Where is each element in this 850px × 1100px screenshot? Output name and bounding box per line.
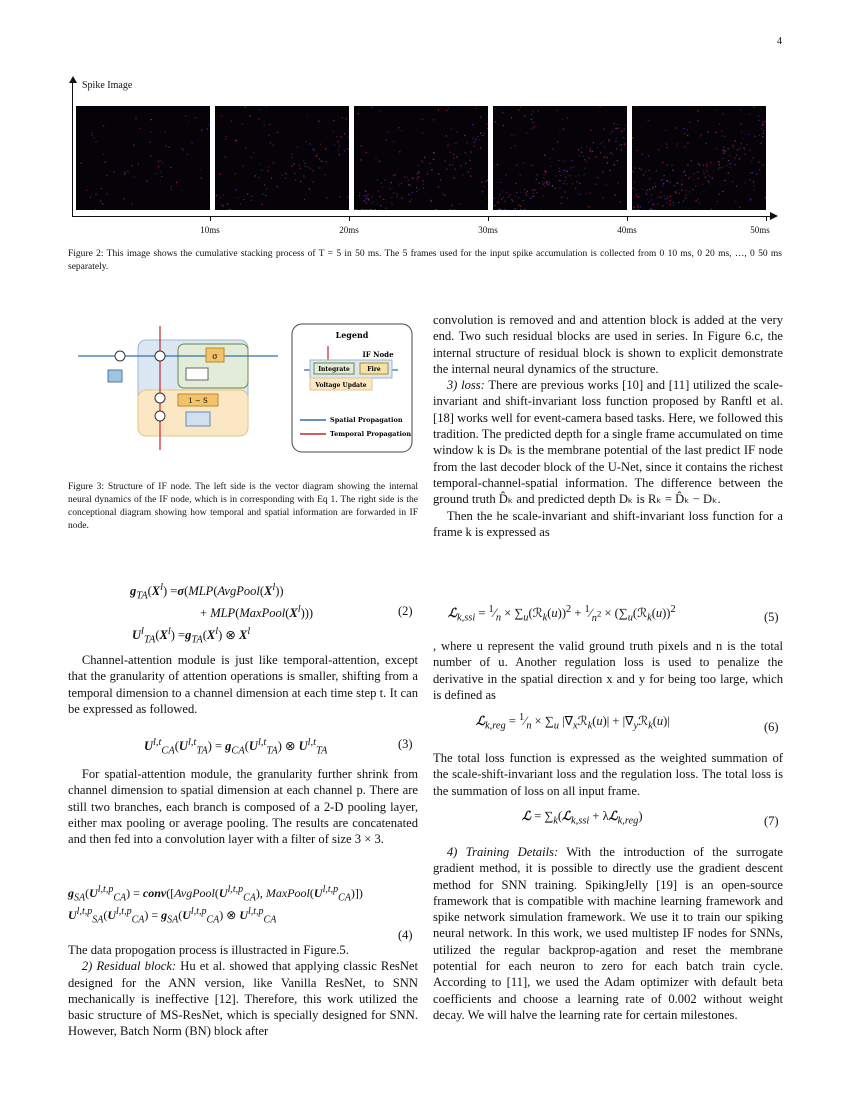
eq3-number: (3)	[398, 737, 413, 751]
eq4-line2: $U^{l,t,p}_{SA}(U^{l,t,p}_{CA}) = g_{SA}(U^{l,t,p}_{CA})$ ⊗ U$^{l,t,p}_{CA}$	[68, 906, 277, 926]
loss-heading: 3) loss:	[446, 378, 485, 393]
spike-frame-5-noise	[632, 106, 766, 210]
residual-body: Hu et al. showed that applying classic ResNet designed for the ANN version, like Vanilla ResNet, to SNN mechanically is ineffective [12]. Therefore, this work utilized the basic structure of MS-ResNet, which is specially designed for SNN. However, Batch Norm (BN) block after	[68, 959, 418, 1039]
right-column-top	[433, 312, 783, 540]
paragraph-channel-text: Channel-attention module is just like temporal-attention, except that the granularity of attention operations is smaller, shifting from a temporal dimension to a channel dimension at each time step t. It can be expressed as followed.	[68, 653, 418, 716]
spike-frame-4-noise	[493, 106, 627, 210]
eq4-number: (4)	[398, 928, 413, 942]
x-tick-label-3: 30ms	[478, 225, 498, 235]
if-node-label: IF Node	[362, 350, 394, 359]
paragraph-total-text: The total loss function is expressed as the weighted summation of the scale-shift-invariant loss and the regulation loss. The total loss is the summation of loss on all input frame.	[433, 751, 783, 798]
x-tick-1	[210, 216, 211, 221]
eq2-line3: $U^l_{TA}(X^l) =g_{TA}(X^l)$ ⊗ $X^l$	[132, 626, 251, 646]
voltage-update-label: Voltage Update	[315, 382, 367, 389]
x-tick-label-1: 10ms	[200, 225, 220, 235]
paragraph-spatial-attention	[68, 766, 418, 847]
spike-frame-1-noise	[76, 106, 210, 210]
spatial-propagation-label: Spatial Propagation	[330, 416, 403, 424]
figure-3-if-node	[78, 320, 418, 460]
spike-frame-4	[493, 106, 627, 210]
paragraph-convolution-text: convolution is removed and and attention block is added at the very end. Two such residual blocks are used in series. In Figure 6.c, the internal structure of residual block is shown to explicit demonstrate the internal neural dynamics of the structure.	[433, 313, 783, 376]
spike-frame-2	[215, 106, 349, 210]
eq7: ℒ = $\sum_k(ℒ_{k,ssi}$ + λℒ$_{k,reg}$)	[522, 809, 643, 827]
residual-heading: 2) Residual block:	[81, 959, 177, 974]
legend-title: Legend	[335, 330, 369, 340]
x-tick-5	[766, 216, 767, 221]
eq2-line2: + $MLP(MaxPool(X^l))$)	[200, 604, 314, 621]
paragraph-spatial-text: For spatial-attention module, the granularity further shrink from channel dimension to spatial dimension at each channel p. There are still two branches, each branch is composed of a 2-D pooling layer, either max pooling or average pooling. The results are concatenated and then fed into a convolution layer with a filter of size 3 × 3.	[68, 767, 418, 847]
x-tick-label-4: 40ms	[617, 225, 637, 235]
eq6-number: (6)	[764, 720, 779, 734]
paragraph-total	[433, 750, 783, 799]
paragraph-loss-text	[433, 377, 783, 507]
paragraph-training	[433, 844, 783, 1023]
loss-body: There are previous works [10] and [11] utilized the scale-invariant and shift-invariant loss function proposed by Ranftl et al. [18] works well for event-camera based tasks. Here, we followed this tradition. The predicted depth for a single frame accumulated on time window k is Dₖ is the membrane potential of the last predict IF node from the last decoder block of the U-Net, since it contains the richest temporal-channel-spatial information. The difference between the ground truth D̂ₖ and predicted depth Dₖ is Rₖ = D̂ₖ − Dₖ.	[433, 378, 783, 507]
x-tick-2	[349, 216, 350, 221]
paragraph-residual	[68, 942, 418, 1040]
eq7-number: (7)	[764, 814, 779, 828]
paragraph-where-text: , where u represent the valid ground truth pixels and n is the total number of u. Another regulation loss is used to penalize the derivative in the spatial direction x and y for being too large, which is defined as	[433, 639, 783, 702]
x-tick-4	[627, 216, 628, 221]
paragraph-training-text	[433, 844, 783, 1023]
temporal-propagation-label: Temporal Propagation	[330, 430, 412, 438]
eq3: $U^{l,t}_{CA}(U^{l,t}_{TA}) = g_{CA}(U^{l,t}_{TA})$ ⊗ U$^{l,t}_{TA}$	[144, 737, 328, 757]
eq5-number: (5)	[764, 610, 779, 624]
paragraph-channel-attention	[68, 652, 418, 717]
svg-text:σ: σ	[212, 352, 218, 361]
axis-title: Spike Image	[82, 80, 133, 91]
if-node-diagram	[78, 320, 418, 460]
x-axis-arrow	[770, 212, 778, 220]
spike-frame-5	[632, 106, 766, 210]
one-minus-s-label: 1 − S	[188, 397, 208, 405]
integrate-label: Integrate	[318, 366, 350, 373]
figure-2-spike-image	[60, 72, 790, 252]
spike-frame-2-noise	[215, 106, 349, 210]
fire-label: Fire	[367, 366, 381, 373]
page-number: 4	[777, 36, 782, 47]
y-axis-line	[72, 80, 73, 216]
paragraph-where	[433, 638, 783, 703]
x-axis-line	[72, 216, 772, 217]
paragraph-prop-text: The data propogation process is illustracted in Figure.5.	[68, 943, 349, 957]
figure-2-caption: Figure 2: This image shows the cumulative stacking process of T = 5 in 50 ms. The 5 frames used for the input spike accumulation is collected from 0 10 ms, 0 20 ms, …, 0 50 ms separately.	[68, 249, 782, 272]
eq2-line1: $g_{TA}(X^l)$ $=\sigma(MLP(AvgPool(X^l))$	[130, 582, 284, 602]
eq5: ℒ$_{k,ssi}$ = $^1⁄_n$ × $\sum_u(ℛ_k(u))^2$ + $^1⁄_{n^2}$ × ($\sum_u(ℛ_k(u))^2$	[448, 604, 676, 624]
x-tick-label-2: 20ms	[339, 225, 359, 235]
paragraph-then-text: Then the he scale-invariant and shift-invariant loss function for a frame k is expressed as	[433, 508, 783, 539]
training-heading: 4) Training Details:	[446, 845, 559, 859]
spike-frame-1	[76, 106, 210, 210]
paragraph-residual-text	[68, 958, 418, 1039]
eq6: ℒ$_{k,reg}$ = $^1⁄_n \times \sum_u$ $|\nabla_xℛ_k(u)|$ + $|\nabla_yℛ_k(u)|$	[476, 712, 670, 732]
x-tick-label-5: 50ms	[750, 225, 770, 235]
y-axis-arrow	[69, 76, 77, 83]
training-body: With the introduction of the surrogate gradient method, it is possible to directly use the gradient descent method for SNN training. SpikingJelly [19] is an open-source framework that is compatible with machine learning framework and spike network simulation framework. We use it to train our spiking neural network. In this work, we used multistep IF nodes for SNNs, utilized the regular backprop-agation and reset the membrane potential for each neuron to zero for each batch train cycle. According to [11], we used the Adam optimizer with default beta coefficients and choose a learning rate of 0.002 without weight decay. We will halve the learning rate for certain milestones.	[433, 845, 783, 1022]
eq2-number: (2)	[398, 604, 413, 618]
spike-frame-3	[354, 106, 488, 210]
figure-3-caption: Figure 3: Structure of IF node. The left side is the vector diagram showing the internal neural dynamics of the IF node, which is in corresponding with Eq 1. The right side is the conceptional diagram showing how temporal and spatial information are forwarded in IF node.	[68, 482, 418, 531]
eq4-line1: $g_{SA}(U^{l,t,p}_{CA})$ = $conv([AvgPool(U^{l,t,p}_{CA})$, $MaxPool(U^{l,t,p}_{CA})$])	[68, 884, 363, 904]
spike-frame-3-noise	[354, 106, 488, 210]
x-tick-3	[488, 216, 489, 221]
